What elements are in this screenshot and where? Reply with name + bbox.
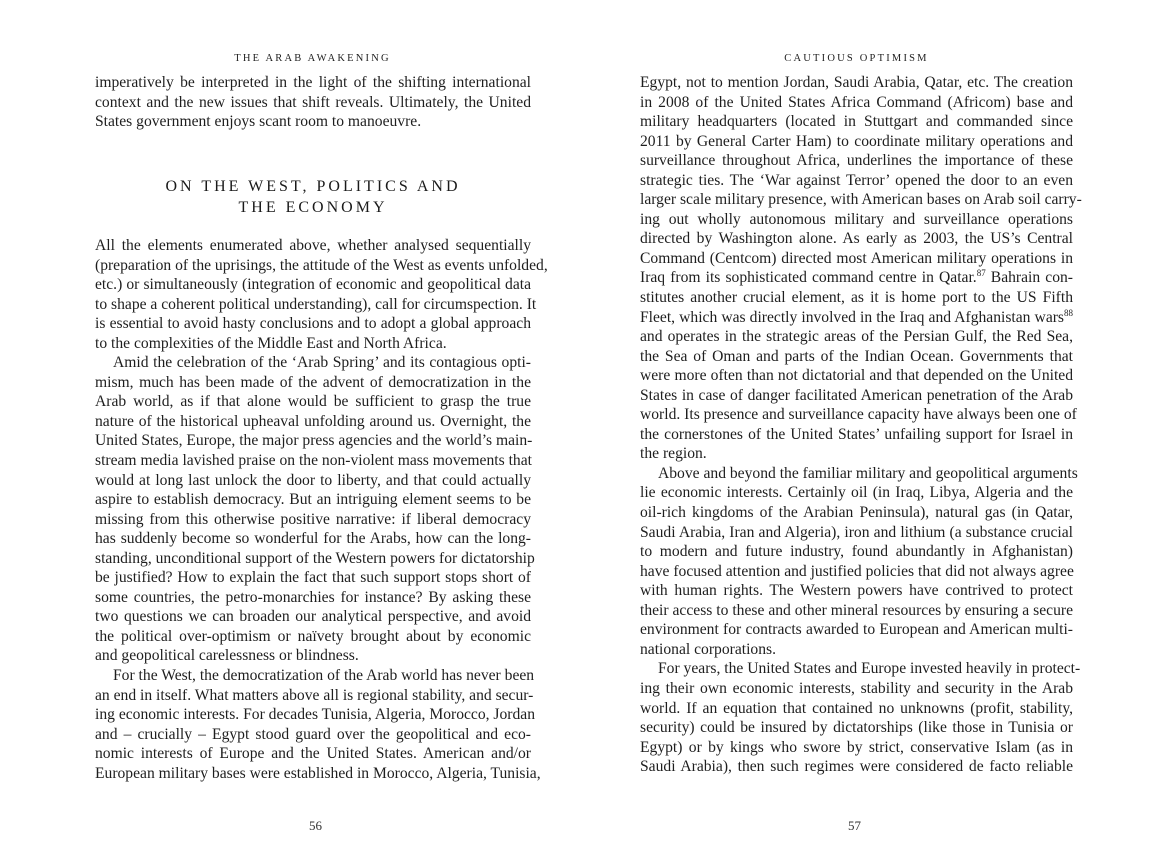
text-line: Saudi Arabia, Iran and Algeria), iron and lithium (a substance crucial [640,523,1073,541]
text-line: standing, unconditional support of the Western powers for dictatorship [95,549,535,567]
text-line: environment for contracts awarded to European and American multi- [640,621,1073,639]
text-line: Saudi Arabia), then such regimes were considered de facto reliable [640,758,1073,776]
running-head-right: CAUTIOUS OPTIMISM [784,53,929,64]
text-line: national corporations. [640,640,776,658]
text-line: 2011 by General Carter Ham) to coordinate military operations and [640,132,1073,150]
text-line: Arab world, as if that alone would be sufficient to grasp the true [95,393,531,411]
text-line: For the West, the democratization of the Arab world has never been [113,667,535,685]
text-line: mism, much has been made of the advent of democratization in the [95,373,531,391]
paragraph [640,464,1078,659]
paragraph [640,659,1081,776]
footnote-reference[interactable]: 87 [976,268,986,279]
text-line: to the complexities of the Middle East and North Africa. [95,334,447,352]
section-heading [95,176,531,218]
text-line: ing out wholly autonomous military and surveillance operations [640,210,1073,228]
text-line: world. Its presence and surveillance capacity have always been one of [640,406,1077,424]
text-line: European military bases were established in Morocco, Algeria, Tunisia, [95,764,541,782]
text-line: Command (Centcom) directed most American military operations in [640,249,1073,267]
paragraph [95,666,541,783]
text-line: two questions we can broaden our analytical perspective, and avoid [95,608,531,626]
text-line: and – crucially – Egypt stood guard over the geopolitical and eco- [95,725,531,743]
text-line: stitutes another crucial element, as it is home port to the US Fifth [640,289,1073,307]
text-line: Amid the celebration of the ‘Arab Spring’ and its contagious opti- [113,354,531,372]
text-line: stream media lavished praise on the non-violent mass movements that [95,452,532,470]
text-line: lie economic interests. Certainly oil (in Iraq, Libya, Algeria and the [640,484,1073,502]
text-line: an end in itself. What matters above all is regional stability, and secur- [95,686,534,704]
text-line: larger scale military presence, with American bases on Arab soil carry- [640,191,1082,209]
text-line: directed by Washington alone. As early as 2003, the US’s Central [640,230,1073,248]
text-line: Above and beyond the familiar military and geopolitical arguments [658,464,1078,482]
text-line: and geopolitical carelessness or blindness. [95,647,359,665]
paragraph [640,73,1082,464]
text-line: the cornerstones of the United States’ unfailing support for Israel in [640,425,1073,443]
text-line: to modern and future industry, found abundantly in Afghanistan) [640,543,1073,561]
right-page [585,0,1170,851]
text-line: aspire to establish democracy. But an intriguing element seems to be [95,491,531,509]
page-number-right: 57 [848,818,861,833]
paragraph [95,236,548,353]
text-line: the Sea of Oman and parts of the Indian Ocean. Governments that [640,347,1073,365]
section-heading-line: THE ECONOMY [238,199,388,216]
text-line: some countries, the petro-monarchies for instance? By asking these [95,588,531,606]
text-line: States government enjoys scant room to manoeuvre. [95,113,422,131]
text-line: their access to these and other mineral resources by ensuring a secure [640,601,1073,619]
text-line: world. If an equation that contained no unknowns (profit, stability, [640,699,1073,717]
text-line: in 2008 of the United States Africa Command (Africom) base and [640,93,1073,111]
text-line: oil-rich kingdoms of the Arabian Peninsula), natural gas (in Qatar, [640,504,1073,522]
text-line: security) could be insured by dictatorships (like those in Tunisia or [640,719,1073,737]
text-line: have focused attention and justified policies that did not always agree [640,562,1074,580]
body-text-left [95,236,548,783]
text-line: with human rights. The Western powers have contrived to protect [640,582,1073,600]
text-line: context and the new issues that shift reveals. Ultimately, the United [95,93,531,111]
text-line: would at long last unlock the door to liberty, and that could actually [95,471,531,489]
text-line: nomic interests of Europe and the United States. American and/or [95,745,531,763]
text-line: ing their own economic interests, stability and security in the Arab [640,679,1073,697]
text-line: For years, the United States and Europe invested heavily in protect- [658,660,1081,678]
footnote-reference[interactable]: 88 [1064,307,1073,318]
text-line: All the elements enumerated above, whether analysed sequentially [95,237,531,254]
text-line: Egypt, not to mention Jordan, Saudi Arabia, Qatar, etc. The creation [640,74,1073,91]
text-line: to shape a coherent political understanding), call for circumspection. It [95,295,537,313]
text-line: (preparation of the uprisings, the attitude of the West as events unfolded, [95,256,548,274]
paragraph [95,353,535,666]
text-line: has suddenly become so wonderful for the Arabs, how can the long- [95,530,531,548]
text-line: United States, Europe, the major press agencies and the world’s main- [95,432,533,450]
running-head-left: THE ARAB AWAKENING [234,53,391,64]
section-heading-line: ON THE WEST, POLITICS AND [165,178,461,195]
text-line: is essential to avoid hasty conclusions and to adopt a global approach [95,315,531,333]
text-line: be justified? How to explain the fact that such support stops short of [95,569,531,587]
paragraph [95,73,531,132]
text-line: and operates in the strategic areas of the Persian Gulf, the Red Sea, [640,328,1073,346]
text-line: Egypt) or by kings who swore by strict, conservative Islam (as in [640,738,1073,756]
text-line: ing economic interests. For decades Tunisia, Algeria, Morocco, Jordan [95,706,536,724]
intro-text [95,73,531,132]
text-line: Fleet, which was directly involved in the Iraq and Afghanistan wars$^{88}$ [640,307,1073,326]
text-line: Iraq from its sophisticated command centre in Qatar.$^{87}$ Bahrain con- [640,268,1073,287]
text-line: etc.) or simultaneously (integration of economic and geopolitical data [95,276,531,294]
text-line: military headquarters (located in Stuttgart and commanded since [640,113,1073,131]
page-number-left: 56 [309,818,322,833]
text-line: the region. [640,445,707,463]
text-line: the political over-optimism or naïvety brought about by economic [95,627,531,645]
text-line: surveillance throughout Africa, underlines the importance of these [640,152,1073,170]
text-line: were more often than not dictatorial and that depended on the United [640,367,1073,385]
text-line: missing from this otherwise positive narrative: if liberal democracy [95,510,531,528]
text-line: nature of the historical upheaval unfolding around us. Overnight, the [95,412,531,430]
text-line: States in case of danger facilitated American penetration of the Arab [640,386,1073,404]
text-line: strategic ties. The ‘War against Terror’ opened the door to an even [640,171,1073,189]
body-text-right [640,73,1082,777]
text-line: imperatively be interpreted in the light of the shifting international [95,74,531,91]
